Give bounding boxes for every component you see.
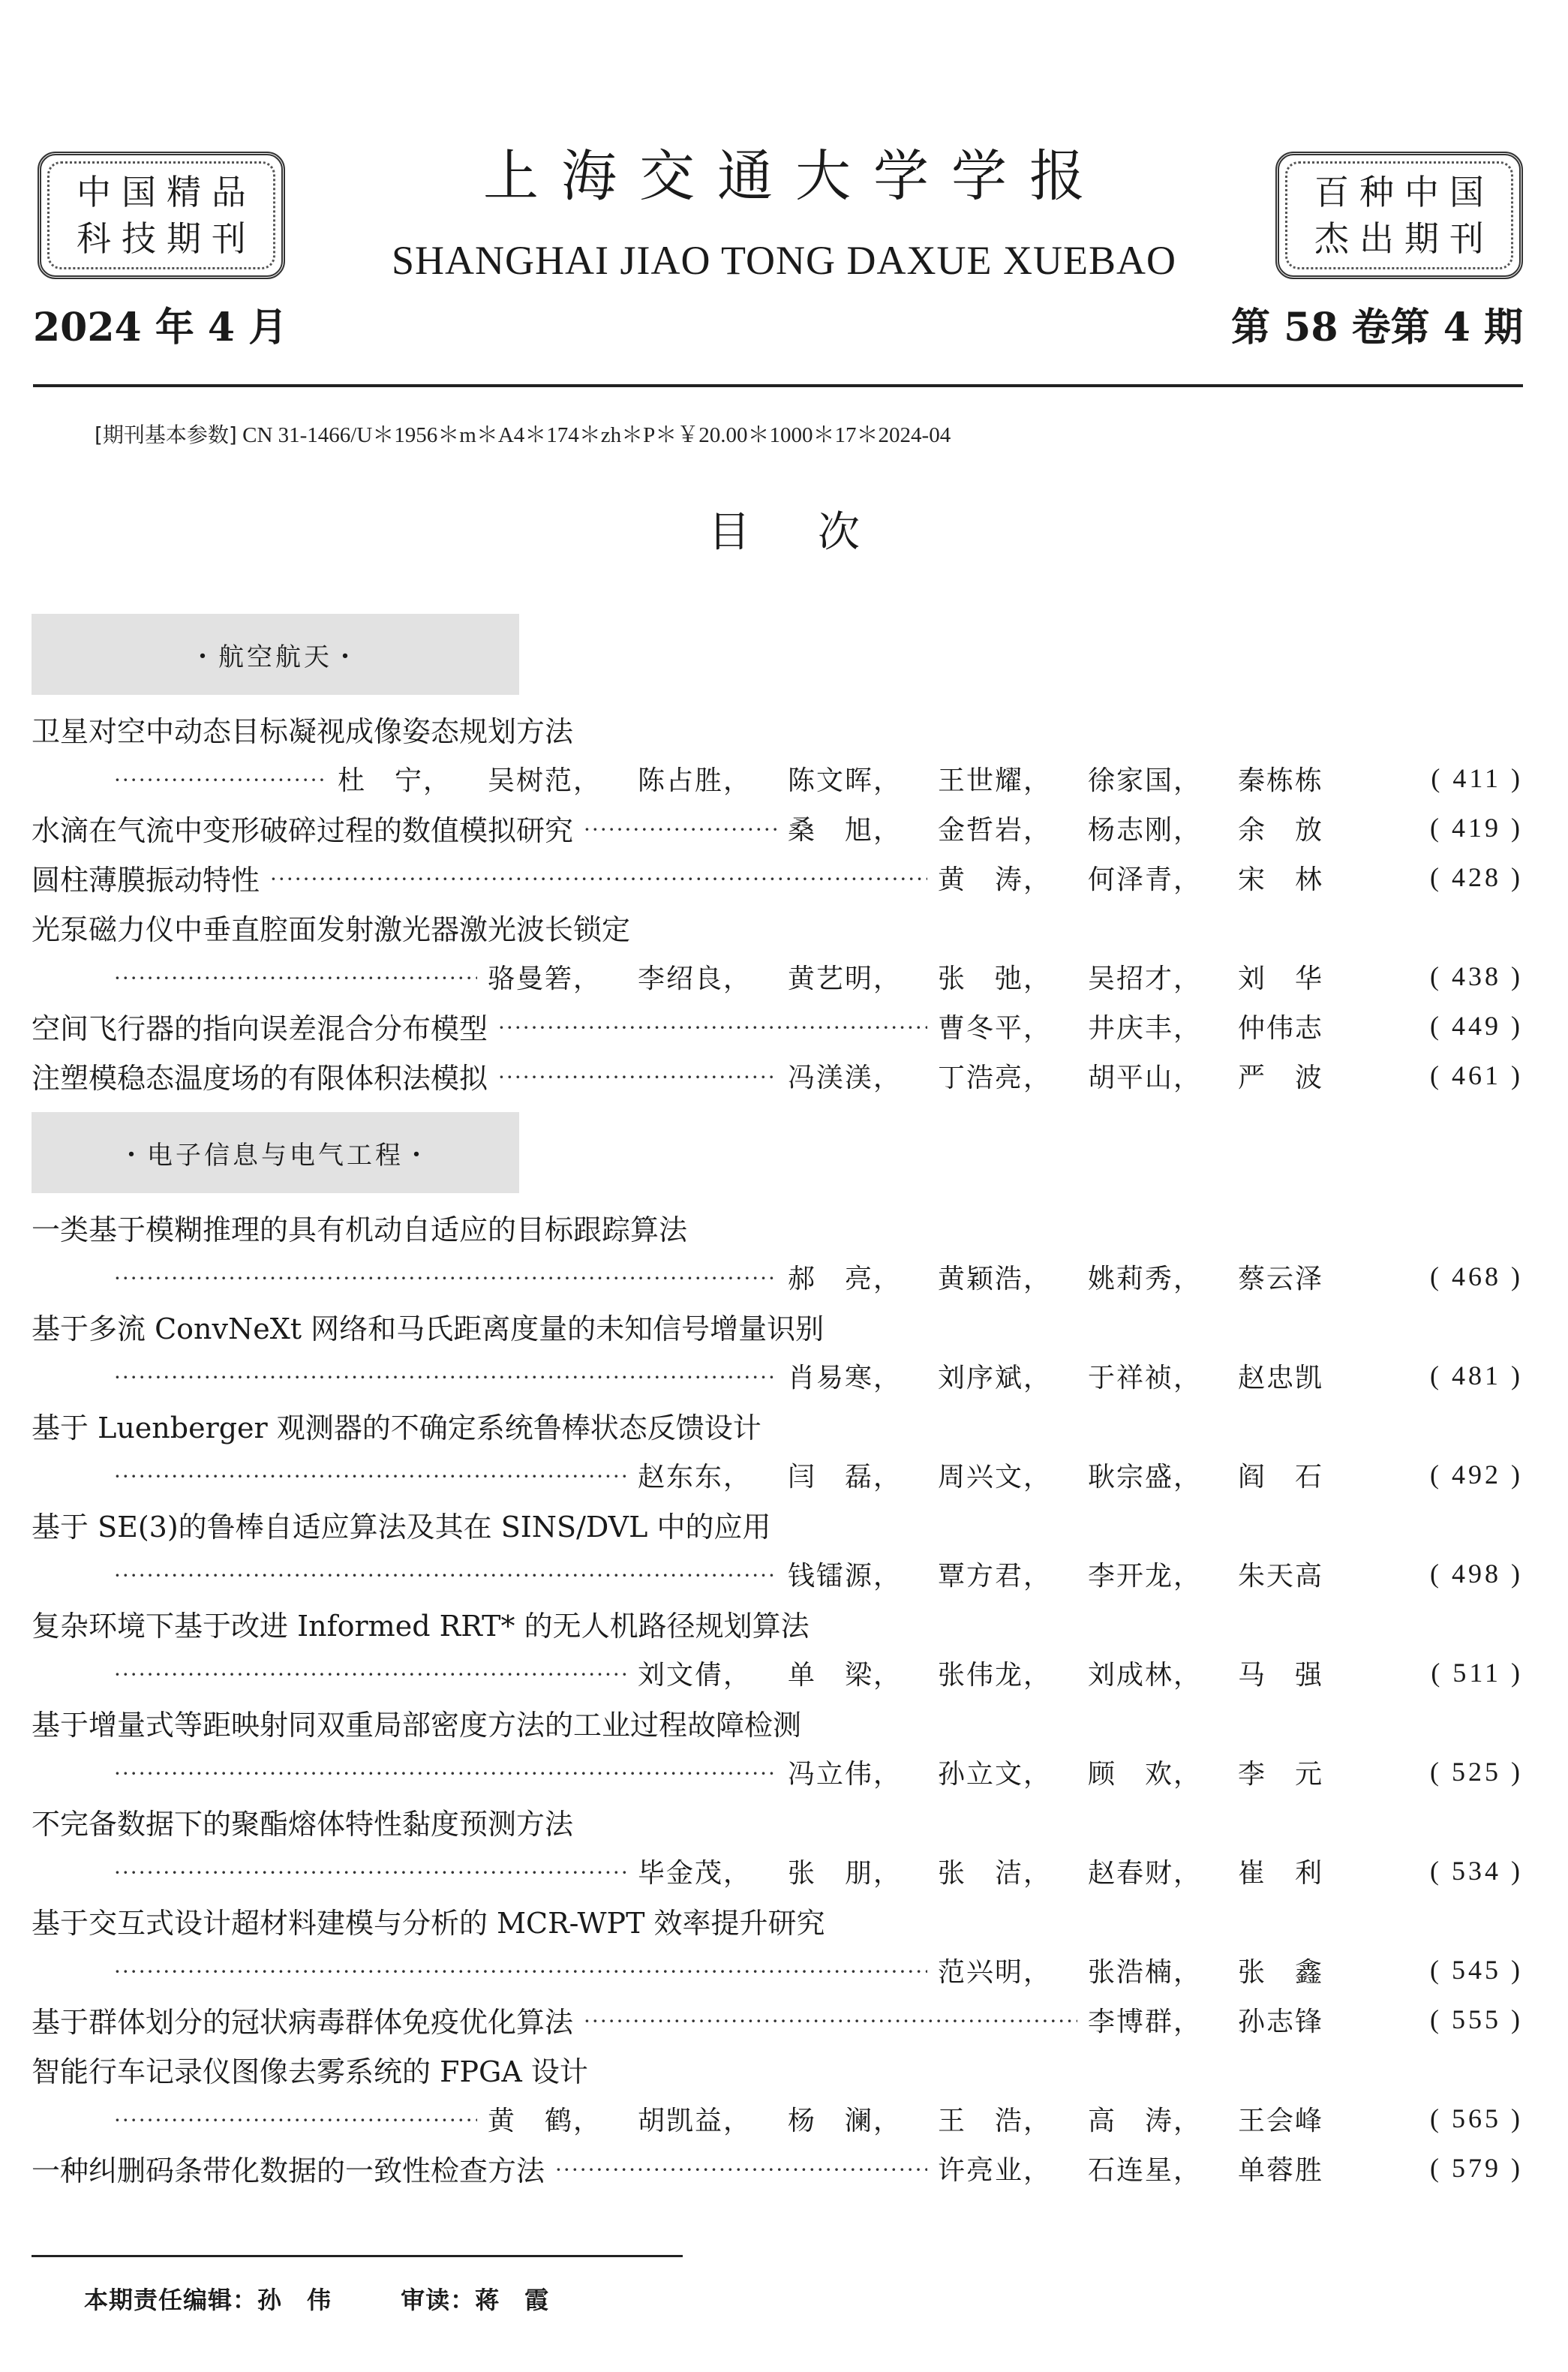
author-name: 黄 鹤，	[488, 2105, 602, 2136]
journal-title-en: SHANGHAI JIAO TONG DAXUE XUEBAO	[392, 238, 1176, 283]
dot-leader	[555, 2153, 927, 2183]
volume-issue: 第 58 卷第 4 期	[1231, 305, 1523, 350]
article-title[interactable]: 水滴在气流中变形破碎过程的数值模拟研究	[32, 813, 574, 847]
page-number: ( 492 )	[1430, 1460, 1523, 1490]
author-name: 李 元	[1238, 1758, 1324, 1790]
toc-entry[interactable]	[32, 704, 1523, 753]
toc-entry-details	[114, 952, 1523, 1001]
author-name: 胡平山，	[1088, 1062, 1203, 1093]
page-number: ( 525 )	[1430, 1757, 1523, 1787]
author-name: 杜 宁，	[338, 765, 452, 796]
author-name: 桑 旭，	[788, 814, 903, 846]
article-title[interactable]: 一种纠删码条带化数据的一致性检查方法	[32, 2154, 545, 2187]
author-list	[938, 2149, 1388, 2187]
page-number: ( 555 )	[1430, 2004, 1523, 2034]
author-name: 单蓉胜	[1238, 2154, 1324, 2186]
author-name: 蔡云泽	[1238, 1263, 1324, 1294]
article-title[interactable]: 圆柱薄膜振动特性	[32, 863, 260, 897]
dot-leader	[114, 1460, 627, 1490]
author-name: 井庆丰，	[1088, 1012, 1203, 1044]
toc-entry[interactable]	[32, 1895, 1523, 1945]
toc-entry[interactable]	[32, 1001, 1523, 1051]
author-list	[488, 2100, 1388, 2138]
author-name: 金哲岩，	[938, 814, 1053, 846]
dot-leader	[114, 1955, 927, 1985]
author-name: 钱镭源，	[788, 1560, 903, 1592]
author-name: 赵忠凯	[1238, 1362, 1324, 1393]
article-title[interactable]: 一类基于模糊推理的具有机动自适应的目标跟踪算法	[32, 1213, 688, 1246]
author-name: 李开龙，	[1088, 1560, 1203, 1592]
author-list	[788, 1258, 1388, 1296]
toc-entry-details	[114, 1747, 1523, 1796]
issue-date: 2024 年 4 月	[33, 305, 288, 350]
author-list	[1088, 2001, 1388, 2039]
article-title[interactable]: 基于增量式等距映射同双重局部密度方法的工业过程故障检测	[32, 1708, 802, 1742]
author-name: 顾 欢，	[1088, 1758, 1203, 1790]
page-number: ( 534 )	[1430, 1856, 1523, 1886]
toc-title: 目次	[708, 508, 927, 557]
article-title[interactable]: 卫星对空中动态目标凝视成像姿态规划方法	[32, 714, 574, 748]
toc-entry-details	[114, 2094, 1523, 2143]
dot-leader	[114, 961, 477, 991]
author-name: 张 洁，	[938, 1857, 1053, 1889]
author-name: 冯渼渼，	[788, 1062, 903, 1093]
author-name: 黄艺明，	[788, 963, 903, 994]
author-name: 孙立文，	[938, 1758, 1053, 1790]
article-title[interactable]: 光泵磁力仪中垂直腔面发射激光器激光波长锁定	[32, 912, 631, 946]
toc-entry[interactable]	[32, 1598, 1523, 1648]
article-title[interactable]: 不完备数据下的聚酯熔体特性黏度预测方法	[32, 1807, 574, 1841]
author-name: 张伟龙，	[938, 1659, 1053, 1691]
page-number: ( 565 )	[1430, 2103, 1523, 2133]
dot-leader	[270, 862, 927, 892]
author-name: 杨 澜，	[788, 2105, 903, 2136]
author-name: 余 放	[1238, 814, 1324, 846]
toc-entry[interactable]	[32, 1697, 1523, 1747]
author-name: 闫 磊，	[788, 1461, 903, 1493]
page-number: ( 461 )	[1430, 1060, 1523, 1090]
page-number: ( 545 )	[1430, 1955, 1523, 1985]
responsible-editor: 本期责任编辑：孙 伟	[84, 2286, 332, 2314]
author-list	[638, 1852, 1388, 1890]
page-number: ( 498 )	[1430, 1559, 1523, 1589]
author-name: 黄颖浩，	[938, 1263, 1053, 1294]
author-name: 张 鑫	[1238, 1956, 1324, 1988]
author-list	[788, 1357, 1388, 1395]
author-name: 冯立伟，	[788, 1758, 903, 1790]
toc-entry-details	[114, 1945, 1523, 1995]
dot-leader	[584, 813, 777, 843]
author-list	[788, 1555, 1388, 1593]
toc-entry[interactable]	[32, 1995, 1523, 2044]
journal-title-cn: 上海交通大学学报	[483, 144, 1107, 209]
author-name: 王 浩，	[938, 2105, 1053, 2136]
page-number: ( 428 )	[1430, 862, 1523, 892]
toc-entry[interactable]	[32, 803, 1523, 852]
toc-entry[interactable]	[32, 1051, 1523, 1100]
author-list	[788, 809, 1388, 847]
toc-entry[interactable]	[32, 852, 1523, 902]
toc-entry-details	[114, 753, 1523, 803]
author-name: 刘成林，	[1088, 1659, 1203, 1691]
dot-leader	[584, 2004, 1077, 2034]
author-name: 吴招才，	[1088, 963, 1203, 994]
journal-parameters	[95, 420, 951, 450]
author-name: 陈文晖，	[788, 765, 903, 796]
author-name: 仲伟志	[1238, 1012, 1324, 1044]
dot-leader	[498, 1011, 927, 1041]
dot-leader	[114, 1261, 777, 1291]
author-name: 马 强	[1238, 1659, 1324, 1691]
badge-line-2: 科技期刊	[77, 218, 257, 259]
page-number: ( 579 )	[1430, 2153, 1523, 2183]
toc-entry-details	[114, 1846, 1523, 1895]
author-name: 于祥祯，	[1088, 1362, 1203, 1393]
author-name: 李绍良，	[638, 963, 752, 994]
author-list	[788, 1753, 1388, 1791]
article-title[interactable]: 基于 SE(3)的鲁棒自适应算法及其在 SINS/DVL 中的应用	[32, 1510, 771, 1544]
dot-leader	[114, 2103, 477, 2133]
author-name: 刘 华	[1238, 963, 1324, 994]
author-list	[938, 858, 1388, 897]
author-name: 王会峰	[1238, 2105, 1324, 2136]
toc-entry[interactable]	[32, 2143, 1523, 2193]
badge-line-1: 中国精品	[77, 172, 257, 212]
author-name: 耿宗盛，	[1088, 1461, 1203, 1493]
badge-line-2: 杰出期刊	[1314, 218, 1494, 259]
toc-entry-details	[114, 1648, 1523, 1697]
dot-leader	[114, 1559, 777, 1589]
author-name: 杨志刚，	[1088, 814, 1203, 846]
toc-entry-details	[114, 1252, 1523, 1301]
params-label: [期刊基本参数]	[95, 422, 237, 447]
author-name: 崔 利	[1238, 1857, 1324, 1889]
toc-entry[interactable]	[32, 1499, 1523, 1549]
author-name: 朱天高	[1238, 1560, 1324, 1592]
page-number: ( 468 )	[1430, 1261, 1523, 1291]
author-name: 吴树范，	[488, 765, 602, 796]
author-name: 许亮业，	[938, 2154, 1053, 2186]
author-name: 石连星，	[1088, 2154, 1203, 2186]
article-title[interactable]: 复杂环境下基于改进 Informed RRT* 的无人机路径规划算法	[32, 1609, 810, 1643]
article-title[interactable]: 基于 Luenberger 观测器的不确定系统鲁棒状态反馈设计	[32, 1411, 761, 1445]
author-name: 王世耀，	[938, 765, 1053, 796]
page-number: ( 411 )	[1431, 763, 1523, 793]
page-number: ( 419 )	[1430, 813, 1523, 843]
author-name: 毕金茂，	[638, 1857, 752, 1889]
toc-entry[interactable]	[32, 1400, 1523, 1450]
author-name: 张 朋，	[788, 1857, 903, 1889]
proofreader: 审读：蒋 霞	[401, 2286, 550, 2314]
author-name: 范兴明，	[938, 1956, 1053, 1988]
author-list	[938, 1951, 1388, 1989]
page-number: ( 511 )	[1431, 1658, 1523, 1688]
author-name: 郝 亮，	[788, 1263, 903, 1294]
dot-leader	[114, 1360, 777, 1390]
author-name: 肖易寒，	[788, 1362, 903, 1393]
author-name: 宋 林	[1238, 864, 1324, 895]
dot-leader	[114, 1658, 627, 1688]
author-name: 何泽青，	[1088, 864, 1203, 895]
toc-entry[interactable]	[32, 1301, 1523, 1351]
author-name: 单 梁，	[788, 1659, 903, 1691]
author-name: 高 涛，	[1088, 2105, 1203, 2136]
author-list	[938, 1007, 1388, 1045]
author-name: 张浩楠，	[1088, 1956, 1203, 1988]
author-name: 姚莉秀，	[1088, 1263, 1203, 1294]
toc-entry[interactable]	[32, 2044, 1523, 2094]
author-name: 赵春财，	[1088, 1857, 1203, 1889]
section-header: ・电子信息与电气工程・	[32, 1112, 519, 1193]
author-name: 陈占胜，	[638, 765, 752, 796]
article-title[interactable]: 智能行车记录仪图像去雾系统的 FPGA 设计	[32, 2055, 588, 2088]
author-name: 孙志锋	[1238, 2006, 1324, 2037]
toc-entry-details	[114, 1351, 1523, 1400]
article-title[interactable]: 注塑模稳态温度场的有限体积法模拟	[32, 1061, 488, 1095]
author-name: 刘序斌，	[938, 1362, 1053, 1393]
author-name: 赵东东，	[638, 1461, 752, 1493]
header-divider	[33, 384, 1523, 387]
page-number: ( 438 )	[1430, 961, 1523, 991]
author-name: 胡凯益，	[638, 2105, 752, 2136]
author-name: 阎 石	[1238, 1461, 1324, 1493]
dot-leader	[114, 763, 327, 793]
section-header: ・航空航天・	[32, 614, 519, 695]
params-value: CN 31-1466/U＊1956＊m＊A4＊174＊zh＊P＊￥20.00＊1000＊17＊2024-04	[242, 423, 951, 447]
dot-leader	[114, 1757, 777, 1787]
author-name: 严 波	[1238, 1062, 1324, 1093]
author-name: 曹冬平，	[938, 1012, 1053, 1044]
author-name: 李博群，	[1088, 2006, 1203, 2037]
author-name: 丁浩亮，	[938, 1062, 1053, 1093]
badge-line-1: 百种中国	[1314, 172, 1494, 212]
page-number: ( 449 )	[1430, 1011, 1523, 1041]
author-list	[488, 958, 1388, 996]
author-name: 周兴文，	[938, 1461, 1053, 1493]
author-name: 骆曼箬，	[488, 963, 602, 994]
footer-divider	[32, 2255, 683, 2257]
author-list	[638, 1456, 1388, 1494]
article-title[interactable]: 空间飞行器的指向误差混合分布模型	[32, 1012, 488, 1045]
author-name: 覃方君，	[938, 1560, 1053, 1592]
toc-entry[interactable]	[32, 902, 1523, 952]
toc-entry-details	[114, 1549, 1523, 1598]
toc-entry[interactable]	[32, 1796, 1523, 1846]
author-name: 张 弛，	[938, 963, 1053, 994]
page-number: ( 481 )	[1430, 1360, 1523, 1390]
author-name: 秦栋栋	[1238, 765, 1324, 796]
author-list	[788, 1057, 1388, 1095]
author-list	[338, 759, 1388, 798]
dot-leader	[498, 1060, 777, 1090]
author-name: 徐家国，	[1088, 765, 1203, 796]
editor-credits	[84, 2283, 609, 2317]
article-title[interactable]: 基于群体划分的冠状病毒群体免疫优化算法	[32, 2005, 574, 2039]
author-name: 刘文倩，	[638, 1659, 752, 1691]
toc-entry[interactable]	[32, 1202, 1523, 1252]
author-name: 黄 涛，	[938, 864, 1053, 895]
dot-leader	[114, 1856, 627, 1886]
article-title[interactable]: 基于多流 ConvNeXt 网络和马氏距离度量的未知信号增量识别	[32, 1312, 825, 1345]
article-title[interactable]: 基于交互式设计超材料建模与分析的 MCR-WPT 效率提升研究	[32, 1906, 825, 1940]
author-list	[638, 1654, 1388, 1692]
toc-entry-details	[114, 1450, 1523, 1499]
